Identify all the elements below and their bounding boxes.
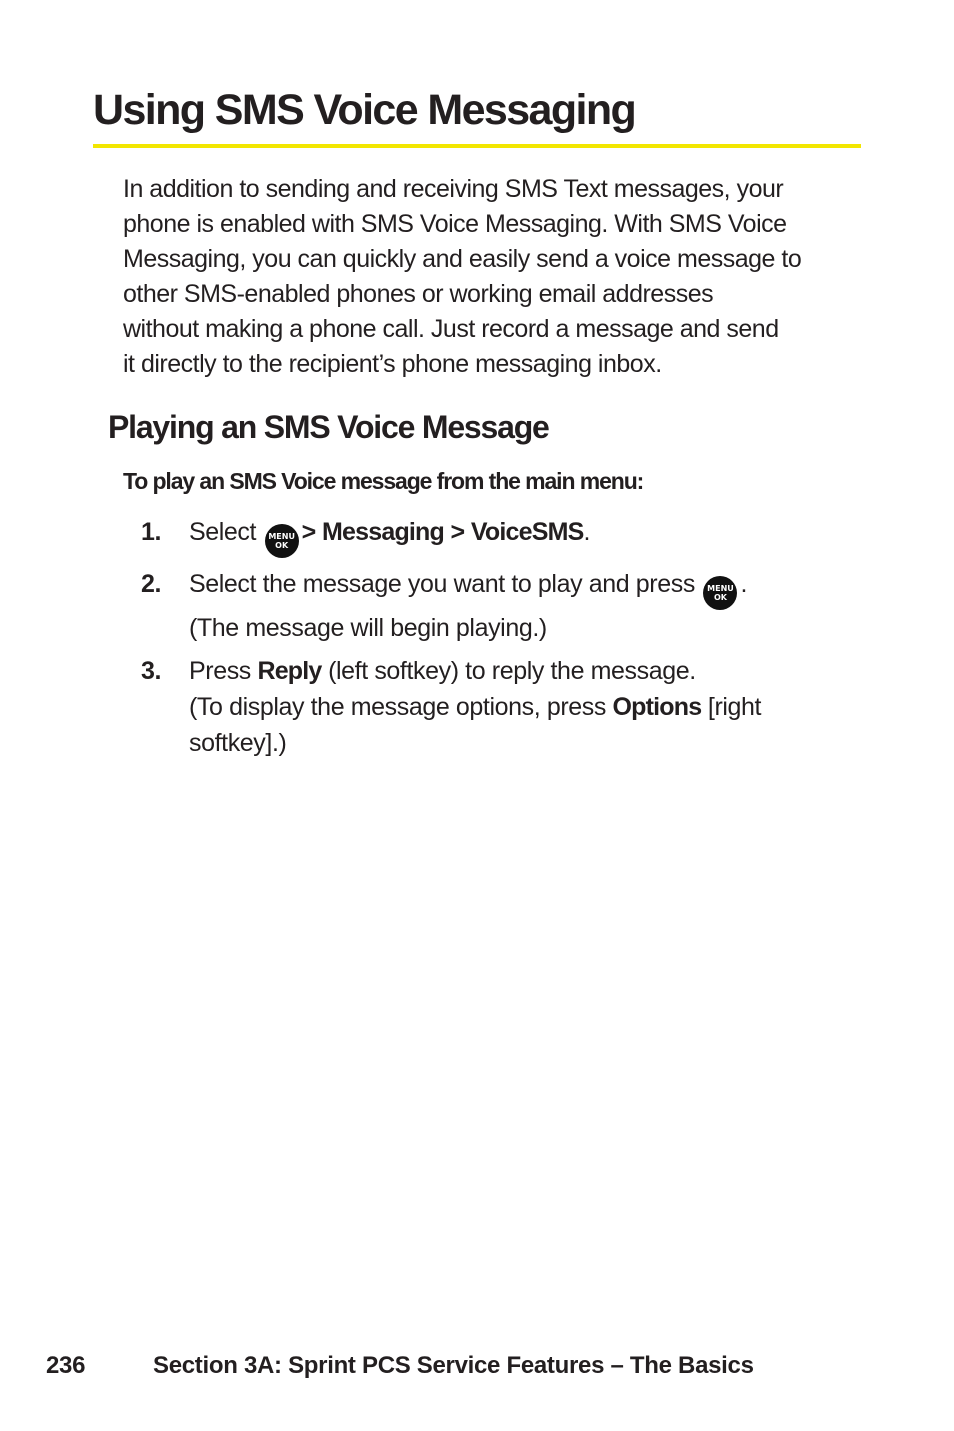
menu-ok-key-icon bbox=[265, 524, 299, 558]
menu-key-bottom-label: OK bbox=[713, 593, 727, 602]
step-text: (left softkey) to reply the message. bbox=[328, 657, 696, 685]
intro-line: In addition to sending and receiving SMS Text messages, your bbox=[123, 175, 784, 203]
step-line bbox=[189, 566, 849, 610]
title-underline bbox=[93, 144, 861, 148]
step-text: [right bbox=[707, 693, 762, 721]
step-text: Select the message you want to play and press bbox=[189, 570, 695, 598]
menu-path-messaging: Messaging bbox=[322, 518, 444, 546]
step-text: Press bbox=[189, 657, 251, 685]
intro-line: other SMS-enabled phones or working email addresses bbox=[123, 280, 714, 308]
section-title: Section 3A: Sprint PCS Service Features – The Basics bbox=[153, 1352, 754, 1379]
step-number: 1. bbox=[141, 518, 162, 546]
instruction-heading: To play an SMS Voice message from the main menu: bbox=[123, 468, 644, 494]
step-text: . bbox=[740, 570, 748, 598]
step-body bbox=[189, 653, 849, 761]
options-softkey-label: Options bbox=[612, 693, 702, 721]
section-subheading: Playing an SMS Voice Message bbox=[108, 409, 549, 445]
menu-separator: > bbox=[450, 518, 465, 546]
menu-separator: > bbox=[301, 518, 316, 546]
menu-key-bottom-label: OK bbox=[275, 541, 289, 550]
intro-paragraph bbox=[123, 172, 863, 382]
step-body bbox=[189, 514, 849, 558]
step-text: (To display the message options, press bbox=[189, 693, 606, 721]
reply-softkey-label: Reply bbox=[257, 657, 322, 685]
step-line: (The message will begin playing.) bbox=[189, 614, 547, 642]
step-text: . bbox=[583, 518, 591, 546]
menu-path-voicesms: VoiceSMS bbox=[470, 518, 584, 546]
step-line bbox=[189, 653, 849, 689]
intro-line: Messaging, you can quickly and easily send a voice message to bbox=[123, 245, 802, 273]
step-number: 2. bbox=[141, 570, 162, 598]
step-line: softkey].) bbox=[189, 729, 287, 757]
intro-line: it directly to the recipient’s phone messaging inbox. bbox=[123, 350, 662, 378]
step-number: 3. bbox=[141, 657, 162, 685]
intro-line: phone is enabled with SMS Voice Messaging. With SMS Voice bbox=[123, 210, 787, 238]
menu-key-top-label: MENU bbox=[707, 584, 734, 593]
step-body bbox=[189, 566, 849, 646]
menu-key-top-label: MENU bbox=[268, 532, 295, 541]
intro-line: without making a phone call. Just record a message and send bbox=[123, 315, 779, 343]
step-line bbox=[189, 689, 849, 725]
page-number: 236 bbox=[46, 1352, 86, 1379]
step-text: Select bbox=[189, 518, 257, 546]
page-title: Using SMS Voice Messaging bbox=[93, 86, 636, 134]
menu-ok-key-icon bbox=[703, 576, 737, 610]
step-line bbox=[189, 514, 849, 558]
